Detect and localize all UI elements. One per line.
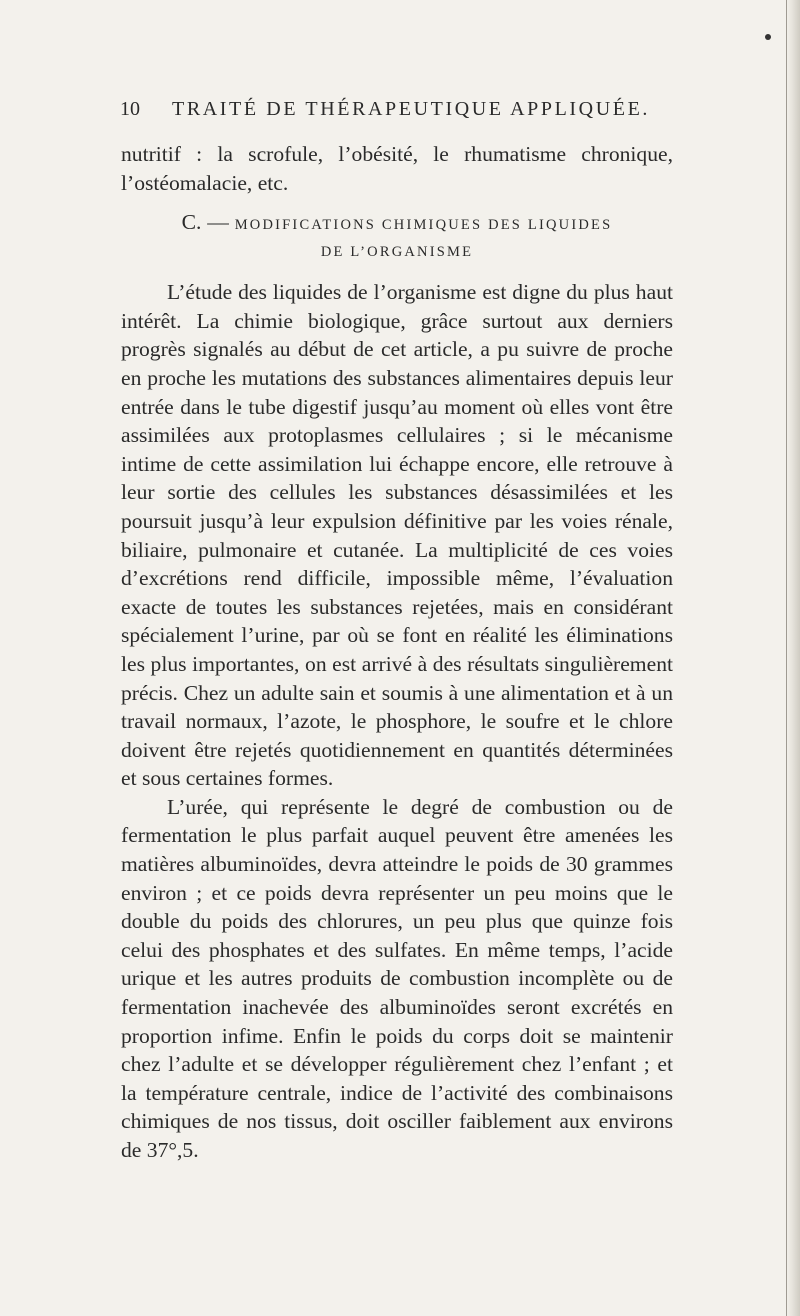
page-edge <box>786 0 800 1316</box>
page-body <box>121 140 673 1165</box>
ink-speck <box>765 34 771 40</box>
section-title-line-1: MODIFICATIONS CHIMIQUES DES LIQUIDES <box>234 217 613 234</box>
section-heading-line-1 <box>121 209 673 239</box>
running-title: TRAITÉ DE THÉRAPEUTIQUE APPLIQUÉE. <box>172 98 650 120</box>
section-letter: C. <box>181 210 202 235</box>
page-header <box>120 98 676 128</box>
paragraph-1: L’étude des liquides de l’organisme est digne du plus haut intérêt. La chimie biologique, grâce surtout aux derniers progrès signalés au début de cet article, a pu suivre de proche en proche les mutations des substances alimentaires depuis leur entrée dans le tube digestif jusqu’au moment où elles vont être assimilées aux protoplasmes cellulaires ; si le mécanisme intime de cette assimilation lui échappe encore, elle retrouve à leur sortie des cellules les substances désassimilées et les poursuit jusqu’à leur expulsion définitive par les voies rénale, biliaire, pulmonaire et cutanée. La multiplicité de ces voies d’excrétions rend difficile, impossible même, l’évaluation exacte de toutes les substances rejetées, mais en considérant spécialement l’urine, par où se font en réalité les éliminations les plus importantes, on est arrivé à des résultats singulièrement précis. Chez un adulte sain et soumis à une alimentation et à un travail normaux, l’azote, le phosphore, le soufre et le chlore doivent être rejetés quotidiennement en quantités déterminées et sous certaines formes. <box>121 280 673 791</box>
section-dash: — <box>207 210 229 235</box>
page-edge-line <box>786 0 787 1316</box>
paragraph-2: L’urée, qui représente le degré de combustion ou de fermentation le plus parfait auquel peuvent être amenées les matières albuminoïdes, devra atteindre le poids de 30 grammes environ ; et ce poids devra représenter un peu moins que le double du poids des chlorures, un peu plus que quinze fois celui des phosphates et des sulfates. En même temps, l’acide urique et les autres produits de combustion incomplète ou de fermentation inachevée des albuminoïdes seront excrétés en proportion infime. Enfin le poids du corps doit se maintenir chez l’adulte et se développer régulièrement chez l’enfant ; et la température centrale, indice de l’activité des combinaisons chimiques de nos tissus, doit osciller faiblement aux environs de 37°,5. <box>121 794 673 1162</box>
page-number: 10 <box>120 98 140 120</box>
section-title-line-2: DE L’ORGANISME <box>320 244 474 261</box>
section-heading <box>121 209 673 266</box>
continuation-paragraph: nutritif : la scrofule, l’obésité, le rhumatisme chronique, l’ostéomalacie, etc. <box>121 142 673 195</box>
